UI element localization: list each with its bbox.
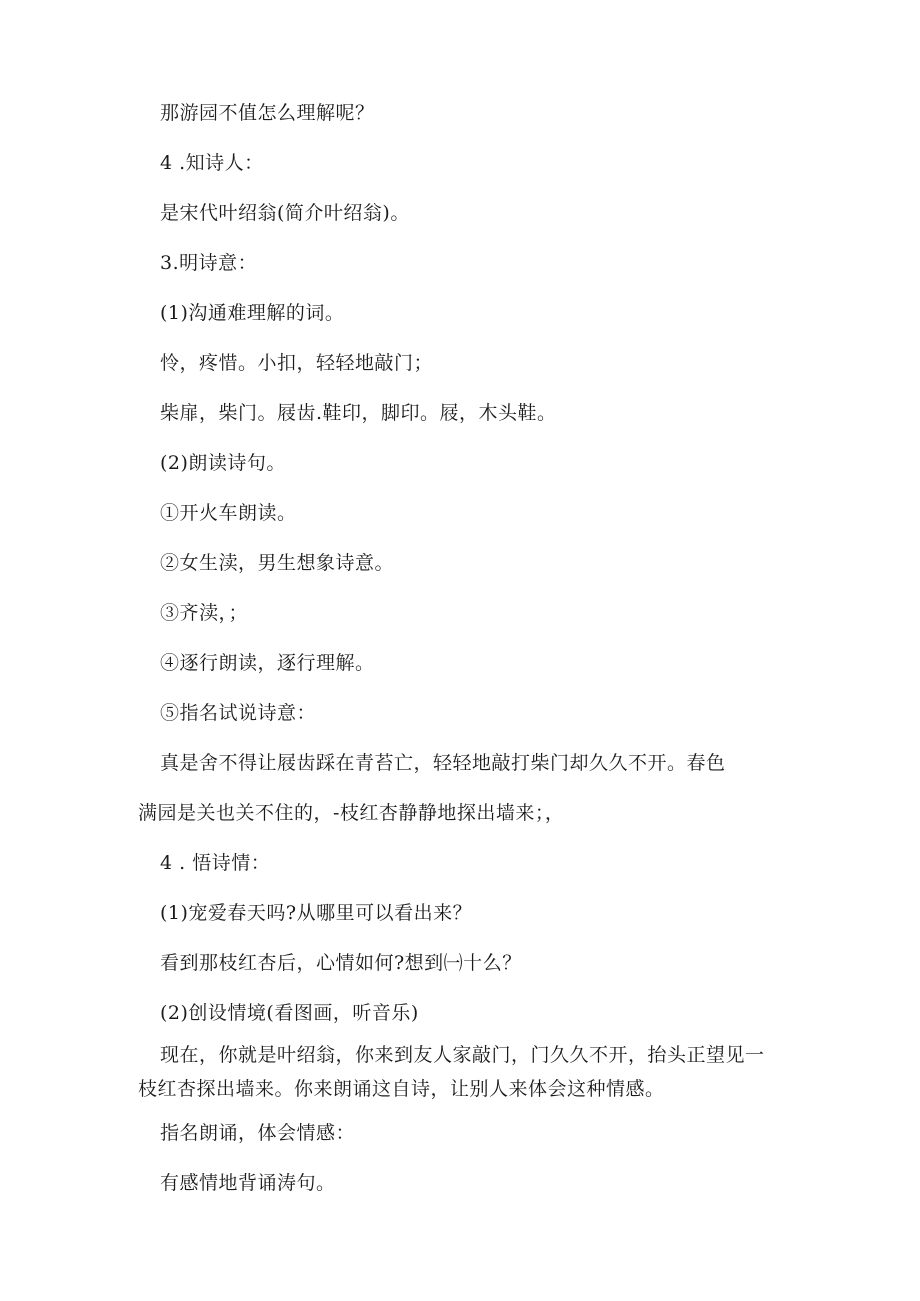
- list-item: ②女生渎，男生想象诗意。: [160, 552, 395, 574]
- subheading: (1)沟通难理解的词。: [160, 302, 345, 324]
- paragraph: 指名朗诵，体会情感：: [160, 1122, 356, 1144]
- paragraph: 真是舍不得让屐齿踩在青苔亡，轻轻地敲打柴门却久久不开。春色: [160, 752, 726, 774]
- section-heading: 4 .知诗人：: [160, 152, 264, 174]
- paragraph: 满园是关也关不住的，-枝红杏静静地探出墙来；，: [138, 802, 565, 824]
- paragraph: 现在，你就是叶绍翁，你来到友人家敲门，门久久不开，抬头正望见一枝红杏探出墙来。你来朗诵这自诗，让别人来体会这种情感。: [138, 1044, 765, 1100]
- paragraph: 看到那枝红杏后，心情如何?想到㈠十么？: [160, 952, 522, 974]
- paragraph: 柴扉，柴门。屐齿.鞋印，脚印。屐，木头鞋。: [160, 402, 557, 424]
- list-item: ⑤指名试说诗意：: [160, 702, 317, 724]
- section-heading: 3.明诗意：: [160, 252, 258, 274]
- subheading: (2)朗读诗句。: [160, 452, 286, 474]
- paragraph: 那游园不值怎么理解呢？: [160, 102, 375, 124]
- list-item: ③齐渎，；: [160, 602, 249, 624]
- list-item: ④逐行朗读，逐行理解。: [160, 652, 375, 674]
- paragraph: 怜，疼惜。小扣，轻轻地敲门；: [160, 352, 434, 374]
- subheading: (2)创设情境(看图画，听音乐): [160, 1002, 419, 1024]
- paragraph: 有感情地背诵涛句。: [160, 1172, 336, 1194]
- paragraph: 是宋代叶绍翁(简介叶绍翁)。: [160, 202, 410, 224]
- section-heading: 4 . 悟诗情：: [160, 852, 271, 874]
- subheading: (1)宠爱春天吗?从哪里可以看出来？: [160, 902, 473, 924]
- list-item: ①开火车朗读。: [160, 502, 297, 524]
